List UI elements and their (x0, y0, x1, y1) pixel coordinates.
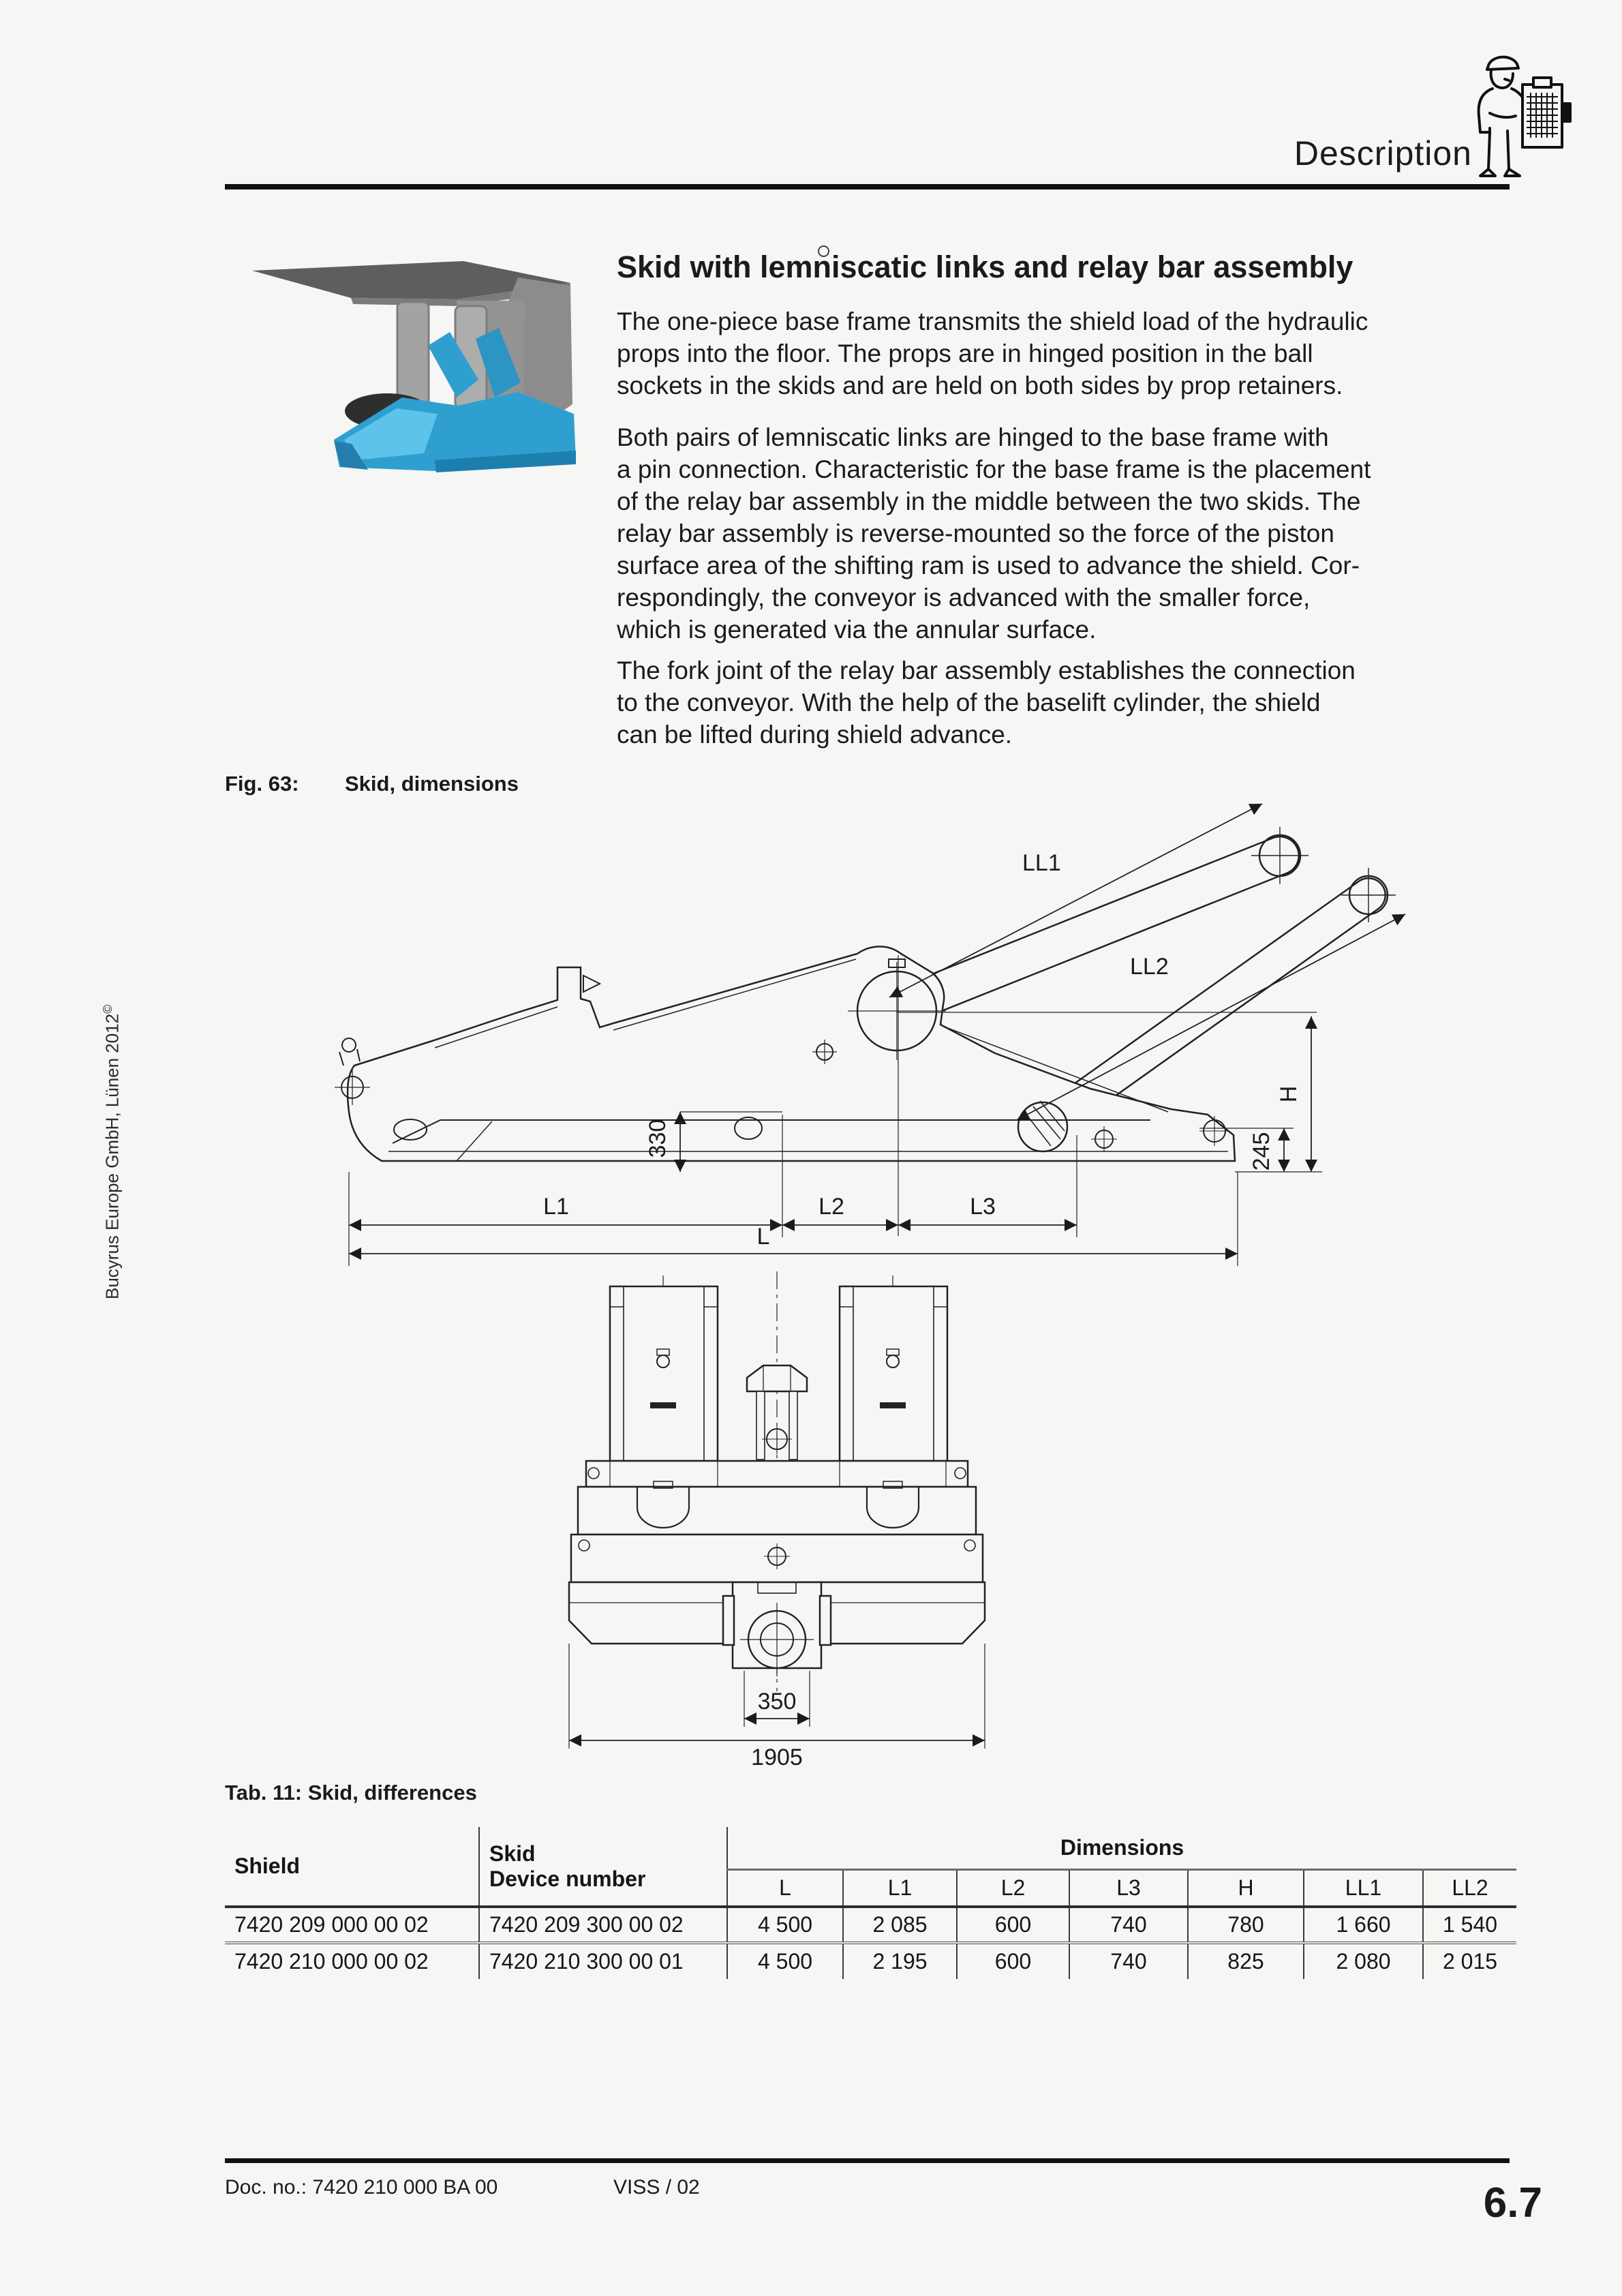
cell-l2: 600 (957, 1943, 1069, 1979)
cell-l3: 740 (1069, 1943, 1188, 1979)
dim-label-l3: L3 (970, 1194, 996, 1220)
dim-label-l: L (756, 1224, 770, 1250)
cell-l: 4 500 (727, 1943, 843, 1979)
paragraph (617, 421, 1371, 646)
engineer-with-clipboard-icon (1450, 45, 1573, 185)
dim-label-350: 350 (757, 1689, 797, 1715)
text-line: props into the floor. The props are in hinged position in the ball (617, 339, 1313, 367)
footer-divider (225, 2158, 1510, 2163)
prop-tower-right (840, 1286, 947, 1461)
text-line: can be lifted during shield advance. (617, 721, 1013, 749)
lemniscatic-link-lower (1043, 868, 1396, 1127)
cell-device: 7420 209 300 00 02 (479, 1907, 727, 1943)
cell-l3: 740 (1069, 1907, 1188, 1943)
text-line: Both pairs of lemniscatic links are hinged to the base frame with (617, 423, 1329, 451)
column-header-l: L (727, 1869, 843, 1907)
side-view (335, 804, 1405, 1266)
prop-tower-left (610, 1286, 718, 1461)
cell-h: 780 (1188, 1907, 1304, 1943)
cell-ll1: 1 660 (1304, 1907, 1423, 1943)
footer-doc-number: Doc. no.: 7420 210 000 BA 00 (225, 2176, 498, 2199)
copyright-imprint (101, 1004, 428, 1322)
paragraph (617, 654, 1356, 751)
cell-l1: 2 085 (843, 1907, 957, 1943)
dim-label-ll2: LL2 (1130, 954, 1169, 980)
footer-version: VISS / 02 (613, 2176, 700, 2199)
dim-label-ll1: LL1 (1022, 850, 1061, 876)
page-number: 6.7 (1483, 2179, 1542, 2226)
table-row (225, 1907, 1516, 1943)
text-line: surface area of the shifting ram is used to advance the shield. Cor- (617, 552, 1360, 579)
skid-dimension-drawing (286, 794, 1431, 1769)
dim-label-245: 245 (1249, 1132, 1274, 1171)
text-line: a pin connection. Characteristic for the base frame is the placement (617, 455, 1371, 483)
column-header-l1: L1 (843, 1869, 957, 1907)
cell-ll1: 2 080 (1304, 1943, 1423, 1979)
dim-label-1905: 1905 (751, 1744, 803, 1769)
cell-l: 4 500 (727, 1907, 843, 1943)
figure-caption: Skid, dimensions (345, 772, 519, 796)
dim-label-l1: L1 (543, 1194, 569, 1220)
paragraph (617, 305, 1368, 402)
column-header-h: H (1188, 1869, 1304, 1907)
cell-shield: 7420 209 000 00 02 (234, 1912, 429, 1937)
text-line: which is generated via the annular surface. (617, 616, 1097, 644)
dim-label-l2: L2 (818, 1194, 844, 1220)
page-header-title: Description (1294, 134, 1472, 172)
cell-h: 825 (1188, 1943, 1304, 1979)
text-line: to the conveyor. With the help of the baselift cylinder, the shield (617, 689, 1321, 716)
column-header-l3: L3 (1069, 1869, 1188, 1907)
front-view (569, 1271, 985, 1749)
text-line: respondingly, the conveyor is advanced with the smaller force, (617, 584, 1311, 611)
article-title: Skid with lemniscatic links and relay bar assembly (617, 250, 1353, 284)
cell-ll2: 1 540 (1423, 1907, 1516, 1943)
table-row (225, 1943, 1516, 1979)
cell-l2: 600 (957, 1907, 1069, 1943)
base-frame-outline (348, 947, 1235, 1162)
shield-3d-illustration (232, 235, 579, 484)
text-line: relay bar assembly is reverse-mounted so the force of the piston (617, 519, 1334, 547)
text-line: sockets in the skids and are held on both sides by prop retainers. (617, 372, 1343, 399)
column-header-ll1: LL1 (1304, 1869, 1423, 1907)
column-header-shield: Shield (225, 1827, 479, 1907)
column-header-ll2: LL2 (1423, 1869, 1516, 1907)
table-caption: Tab. 11: Skid, differences (225, 1781, 477, 1804)
copyright-symbol: © (101, 1004, 114, 1014)
cell-l1: 2 195 (843, 1943, 957, 1979)
column-header-dimensions: Dimensions (727, 1827, 1516, 1869)
cell-device: 7420 210 300 00 01 (479, 1943, 727, 1979)
text-line: of the relay bar assembly in the middle between the two skids. The (617, 487, 1361, 515)
cell-shield: 7420 210 000 00 02 (225, 1943, 479, 1979)
dim-label-h: H (1276, 1085, 1302, 1103)
dim-label-330: 330 (645, 1119, 671, 1158)
copyright-text: Bucyrus Europe GmbH, Lünen 2012 (102, 1013, 123, 1299)
cell-ll2: 2 015 (1423, 1943, 1516, 1979)
text-line: The fork joint of the relay bar assembly establishes the connection (617, 656, 1356, 684)
figure-label: Fig. 63: (225, 772, 299, 796)
annotation-mark (818, 245, 829, 257)
text-line: The one-piece base frame transmits the shield load of the hydraulic (617, 307, 1368, 335)
column-header-skid: Skid Device number (479, 1827, 727, 1907)
column-header-l2: L2 (957, 1869, 1069, 1907)
skid-differences-table (225, 1827, 1516, 1979)
header-divider (225, 184, 1510, 190)
